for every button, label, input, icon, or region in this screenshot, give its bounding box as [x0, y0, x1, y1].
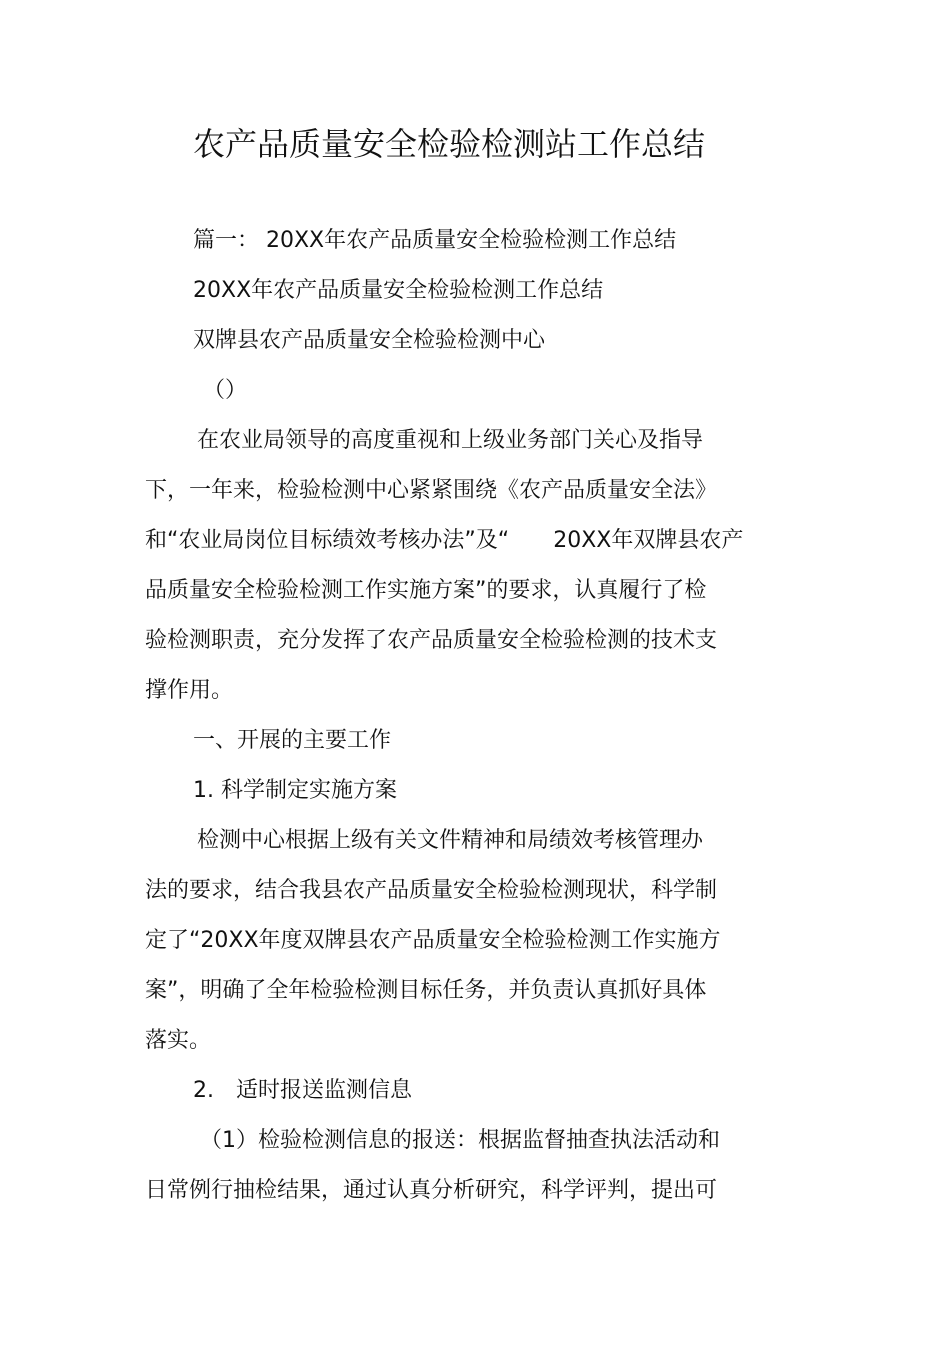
paragraph-line: 检测中心根据上级有关文件精神和局绩效考核管理办: [197, 828, 704, 853]
paragraph-line: （1）检验检测信息的报送：根据监督抽查执法活动和: [200, 1128, 720, 1153]
paragraph-line: 撑作用。: [145, 678, 234, 703]
paragraph-line: 在农业局领导的高度重视和上级业务部门关心及指导: [197, 428, 704, 453]
paragraph-line: 落实。: [145, 1028, 212, 1053]
paragraph-line: 法的要求，结合我县农产品质量安全检验检测现状，科学制: [145, 878, 718, 903]
parenthesis-placeholder: （）: [203, 378, 248, 403]
paragraph-line: 品质量安全检验检测工作实施方案”的要求，认真履行了检: [145, 578, 707, 603]
paragraph-line: 案”，明确了全年检验检测目标任务，并负责认真抓好具体: [145, 978, 707, 1003]
paragraph-line: 日常例行抽检结果，通过认真分析研究，科学评判，提出可: [145, 1178, 718, 1203]
section-heading: 篇一： 20XX年农产品质量安全检验检测工作总结: [193, 228, 677, 253]
paragraph-line: 和“农业局岗位目标绩效考核办法”及“ 20XX年双牌县农产: [145, 528, 744, 553]
paragraph-line: 验检测职责，充分发挥了农产品质量安全检验检测的技术支: [145, 628, 718, 653]
paragraph-line: 定了“20XX年度双牌县农产品质量安全检验检测工作实施方: [145, 928, 721, 953]
paragraph-line: 下，一年来，检验检测中心紧紧围绕《农产品质量安全法》: [145, 478, 718, 503]
document-title: 农产品质量安全检验检测站工作总结: [193, 125, 706, 163]
subheading-main-work: 一、开展的主要工作: [193, 728, 392, 753]
subheading-plan: 1. 科学制定实施方案: [193, 778, 397, 803]
subheading-monitoring: 2. 适时报送监测信息: [193, 1078, 412, 1103]
report-title: 20XX年农产品质量安全检验检测工作总结: [193, 278, 604, 303]
organization-name: 双牌县农产品质量安全检验检测中心: [193, 328, 546, 353]
